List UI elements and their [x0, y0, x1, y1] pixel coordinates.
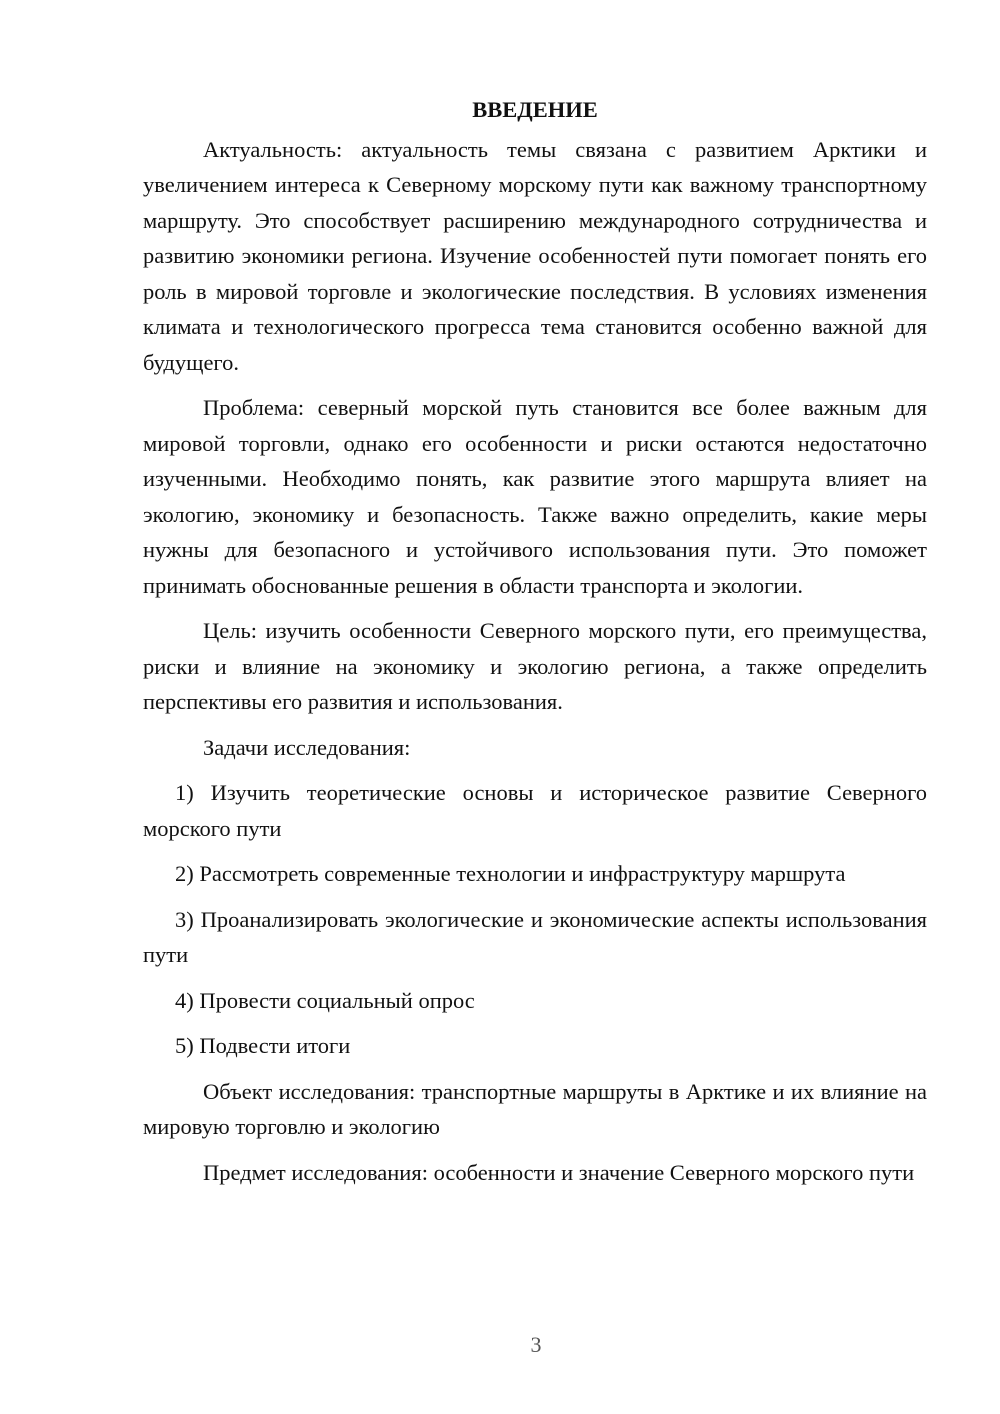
- task-item-1: 1) Изучить теоретические основы и историческое развитие Северного морского пути: [143, 780, 927, 841]
- page-number: 3: [530, 1332, 542, 1357]
- task-item-3: 3) Проанализировать экологические и экономические аспекты использования пути: [143, 906, 927, 967]
- paragraph-goal: Цель: изучить особенности Северного морского пути, его преимущества, риски и влияние на экономику и экологию региона, а также определить перспективы его развития и использования.: [143, 618, 927, 714]
- section-title: ВВЕДЕНИЕ: [472, 97, 598, 122]
- page-content: [143, 92, 927, 1200]
- paragraph-object: Объект исследования: транспортные маршруты в Арктике и их влияние на мировую торговлю и экологию: [143, 1078, 927, 1139]
- paragraph-relevance: Актуальность: актуальность темы связана с развитием Арктики и увеличением интереса к Северному морскому пути как важному транспортному маршруту. Это способствует расширению международного сотрудничества и развитию экономики региона. Изучение особенностей пути помогает понять его роль в мировой торговле и экологические последствия. В условиях изменения климата и технологического прогресса тема становится особенно важной для будущего.: [143, 136, 927, 375]
- task-item-4: 4) Провести социальный опрос: [175, 987, 475, 1013]
- paragraph-subject: Предмет исследования: особенности и значение Северного морского пути: [203, 1159, 915, 1185]
- task-item-2: 2) Рассмотреть современные технологии и инфраструктуру маршрута: [175, 861, 846, 886]
- task-item-5: 5) Подвести итоги: [175, 1033, 351, 1058]
- paragraph-problem: Проблема: северный морской путь становится все более важным для мировой торговли, однако его особенности и риски остаются недостаточно изученными. Необходимо понять, как развитие этого маршрута влияет на экологию, экономику и безопасность. Также важно определить, какие меры нужны для безопасного и устойчивого использования пути. Это поможет принимать обоснованные решения в области транспорта и экологии.: [143, 395, 927, 598]
- paragraph-tasks-heading: Задачи исследования:: [203, 734, 411, 760]
